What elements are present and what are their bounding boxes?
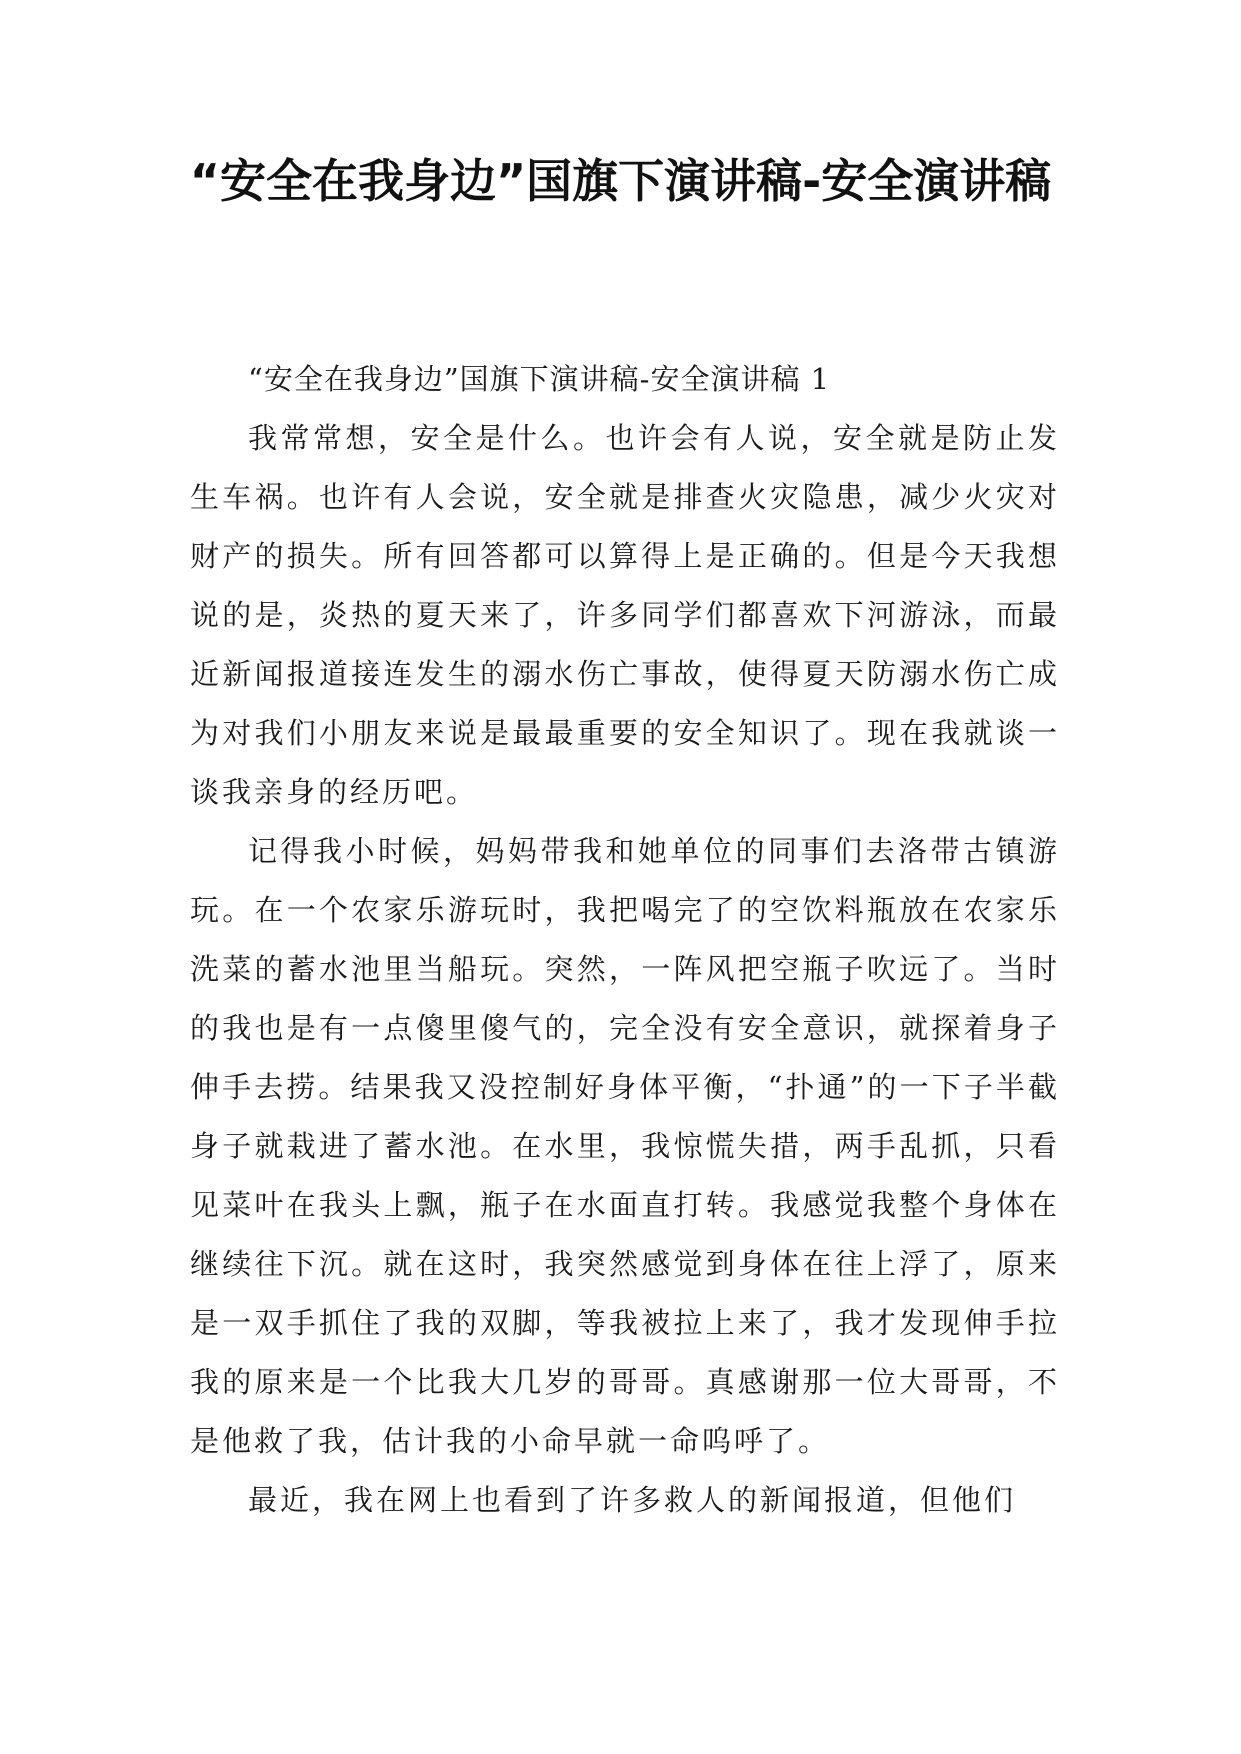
paragraph: 记得我小时候，妈妈带我和她单位的同事们去洛带古镇游玩。在一个农家乐游玩时，我把喝完了的空饮料瓶放在农家乐洗菜的蓄水池里当船玩。突然，一阵风把空瓶子吹远了。当时的我也是有一点傻里傻气的，完全没有安全意识，就探着身子伸手去捞。结果我又没控制好身体平衡，“扑通”的一下子半截身子就栽进了蓄水池。在水里，我惊慌失措，两手乱抓，只看见菜叶在我头上飘，瓶子在水面直打转。我感觉我整个身体在继续往下沉。就在这时，我突然感觉到身体在往上浮了，原来是一双手抓住了我的双脚，等我被拉上来了，我才发现伸手拉我的原来是一个比我大几岁的哥哥。真感谢那一位大哥哥，不是他救了我，估计我的小命早就一命呜呼了。: [190, 834, 1060, 1458]
section-subheading: “安全在我身边”国旗下演讲稿-安全演讲稿 1: [248, 362, 831, 396]
document-body: [190, 350, 1060, 1530]
paragraph: 最近，我在网上也看到了许多救人的新闻报道，但他们: [248, 1483, 1017, 1517]
document-title: “安全在我身边”国旗下演讲稿-安全演讲稿: [189, 154, 1052, 208]
paragraph: 我常常想，安全是什么。也许会有人说，安全就是防止发生车祸。也许有人会说，安全就是排查火灾隐患，减少火灾对财产的损失。所有回答都可以算得上是正确的。但是今天我想说的是，炎热的夏天来了，许多同学们都喜欢下河游泳，而最近新闻报道接连发生的溺水伤亡事故，使得夏天防溺水伤亡成为对我们小朋友来说是最最重要的安全知识了。现在我就谈一谈我亲身的经历吧。: [190, 421, 1060, 809]
